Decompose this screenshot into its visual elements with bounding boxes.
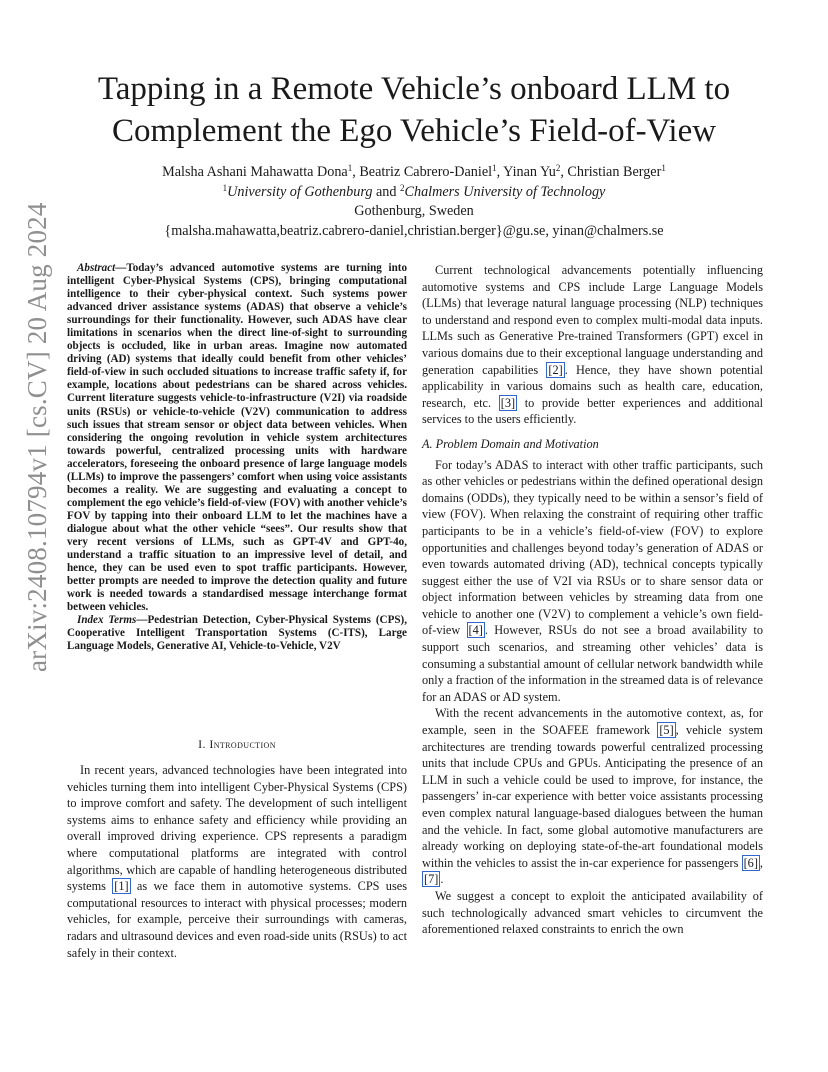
- index-terms: [67, 614, 407, 653]
- index-terms-lead: Index Terms: [77, 614, 137, 627]
- title-line-1: Tapping in a Remote Vehicle’s onboard LLM to: [97, 71, 731, 107]
- abstract-text: —Today’s advanced automotive systems are turning into intelligent Cyber-Physical Systems (CPS), bringing computational intelligence to their cyber-physical context. Such systems power advanced driver assistance systems (ADAS) that observe a vehicle’s surroundings for their functionality. However, such ADAS have clear limitations in scenarios when the direct line-of-sight to surrounding objects is occluded, like in urban areas. Imagine now automated driving (AD) systems that ideally could benefit from other vehicles’ field-of-view in such occluded situations to increase traffic safety if, for example, locations about pedestrians can be shared across vehicles. Current literature suggests vehicle-to-infrastructure (V2I) via roadside units (RSUs) or vehicle-to-vehicle (V2V) communication to address such issues that stream sensor or object data between vehicles. When considering the ongoing revolution in vehicle system architectures towards powerful, centralized processing units with hardware accelerators, foreseeing the onboard presence of large language models (LLMs) to improve the passengers’ comfort when using voice assistants becomes a reality. We are suggesting and evaluating a concept to complement the ego vehicle’s field-of-view (FOV) with another vehicle’s FOV by tapping into their onboard LLM to let the machines have a dialogue about what the other vehicle “sees”. Our results show that very recent versions of LLMs, such as GPT-4V and GPT-4o, understand a traffic situation to an impressive level of detail, and hence, they can be used even to spot traffic participants. However, better prompts are needed to improve the detection quality and future work is needed towards a standardised message interchange format between vehicles.: [67, 262, 407, 614]
- intro-p1-text-a: In recent years, advanced technologies have been integrated into vehicles turning them into intelligent Cyber-Physical Systems (CPS) to improve comfort and safety. The development of such intelligent systems aims to enhance safety and efficiency while providing an overall improved driving experience. CPS represents a paradigm where computational platforms are integrated with control algorithms, which are capable of handling heterogeneous distributed systems: [67, 763, 407, 894]
- affiliation-1: University of Gothenburg: [227, 183, 373, 200]
- arxiv-identifier: arXiv:2408.10794v1 [cs.CV] 20 Aug 2024: [22, 202, 52, 672]
- right-paragraph-3: [422, 705, 763, 888]
- section-heading-introduction: [67, 737, 407, 752]
- affil-2-mark: 2: [400, 182, 405, 193]
- author-3-affil: 2: [555, 163, 561, 173]
- right-paragraph-1: [422, 262, 763, 428]
- abstract: [67, 262, 407, 614]
- affiliation-and: and: [375, 183, 397, 200]
- right-p1-text-c: to provide better experiences and additional services to the users efficiently.: [422, 395, 763, 427]
- introduction-block: [67, 762, 407, 961]
- citation-3[interactable]: [3]: [500, 395, 516, 410]
- citation-4[interactable]: [4]: [468, 623, 483, 638]
- affiliations: [60, 183, 768, 203]
- author-1-affil: 1: [347, 163, 353, 173]
- citation-6[interactable]: [6]: [743, 855, 758, 870]
- right-p1-text-b: . Hence, they have shown potential applicability in various domains such as health care, education, research, etc.: [422, 362, 763, 410]
- intro-p1-text-b: as we face them in automotive systems. CPS uses computational resources to interact with physical processes; modern vehicles, for example, perceive their surroundings with cameras, radars and ultrasound devices and even road-side units (RSUs) to act safely in their context.: [67, 879, 407, 960]
- right-p2-text-b: . However, RSUs do not see a broad availability to support such scenarios, and streaming other vehicles’ data is consuming a substantial amount of cellular network bandwidth while only a fraction of the information in the streamed data is of relevance for an ADAS or AD system.: [422, 623, 763, 704]
- right-p3-text-c: .: [440, 872, 444, 887]
- right-p1-text-a: Current technological advancements potentially influencing automotive systems and CPS include Large Language Models (LLMs) that leverage natural language processing (NLP) techniques to understand and respond even to complex multi-modal data inputs. LLMs such as Generative Pre-trained Transformers (GPT) excel in various domains due to their exceptional language understanding and generation capabilities: [422, 263, 763, 377]
- affil-1-mark: 1: [222, 182, 228, 193]
- location: Gothenburg, Sweden: [354, 203, 474, 219]
- subsection-heading-problem-domain: A. Problem Domain and Motivation: [422, 436, 599, 451]
- right-paragraph-4: We suggest a concept to exploit the anticipated availability of such technologically advanced smart vehicles to circumvent the aforementioned relaxed constraints to enrich the own: [422, 888, 763, 937]
- section-number: I.: [198, 737, 206, 751]
- author-4-affil: 1: [661, 163, 666, 173]
- author-4: Christian Berger: [567, 164, 662, 180]
- right-p2-text-a: For today’s ADAS to interact with other traffic participants, such as other vehicles or pedestrians within the defined operational design domains (ODDs), they typically need to be within a sensor’s field of view (FOV). When relaxing the constraint of requiring other traffic participants to be in a vehicle’s field-of-view (FOV) to explore opportunities and challenges beyond today’s generation of ADAS or even towards automated driving (AD), technical concepts typically suggest either the use of V2I via RSUs or to share sensor data or object information between vehicles by streaming data from one vehicle to another one (V2V) to complement a vehicle’s own field-of-view: [422, 457, 763, 638]
- author-block: [60, 163, 768, 241]
- paper-title: [60, 68, 768, 152]
- title-line-2: Complement the Ego Vehicle’s Field-of-View: [111, 113, 717, 149]
- citation-1[interactable]: [1]: [114, 879, 129, 894]
- index-terms-text: —Pedestrian Detection, Cyber-Physical Systems (CPS), Cooperative Intelligent Transportation Systems (C-ITS), Large Language Models, Generative AI, Vehicle-to-Vehicle, V2V: [67, 614, 407, 653]
- section-title: Introduction: [209, 737, 276, 751]
- author-1: Malsha Ashani Mahawatta Dona: [162, 164, 348, 180]
- citation-2[interactable]: [2]: [548, 362, 563, 377]
- right-p3-text-b: , vehicle system architectures are trending towards powerful centralized processing units that include CPUs and GPUs. Anticipating the presence of an LLM in such a vehicle could be used to improve, for instance, the passengers’ in-car experience with better voice assistants processing even complex natural language-based dialogues between the human and the vehicle. In fact, some global automotive manufacturers are already working on deploying state-of-the-art foundational models within the vehicles to assist the in-car experience for passengers: [422, 723, 763, 870]
- intro-paragraph-1: [67, 762, 407, 961]
- right-column: [422, 262, 763, 938]
- author-names: Malsha Ashani Mahawatta Dona$^1$, Beatriz Cabrero-Daniel$^1$, Yinan Yu$^2$, Christian Berger$^1$: [162, 163, 666, 180]
- citation-5[interactable]: [5]: [659, 723, 674, 738]
- affiliation-2: Chalmers University of Technology: [404, 183, 606, 200]
- right-p3-text-a: With the recent advancements in the automotive context, as, for example, seen in the SOAFEE framework: [422, 706, 763, 738]
- citation-7[interactable]: [7]: [424, 872, 439, 887]
- author-2-affil: 1: [492, 163, 497, 173]
- right-p3-sep: ,: [759, 855, 763, 870]
- abstract-lead: Abstract: [77, 262, 116, 274]
- author-3: Yinan Yu: [503, 164, 556, 180]
- author-2: Beatriz Cabrero-Daniel: [359, 164, 493, 180]
- author-emails[interactable]: {malsha.mahawatta,beatriz.cabrero-daniel,christian.berger}@gu.se, yinan@chalmers.se: [164, 222, 664, 239]
- left-column: [67, 262, 407, 653]
- right-paragraph-2: [422, 457, 763, 706]
